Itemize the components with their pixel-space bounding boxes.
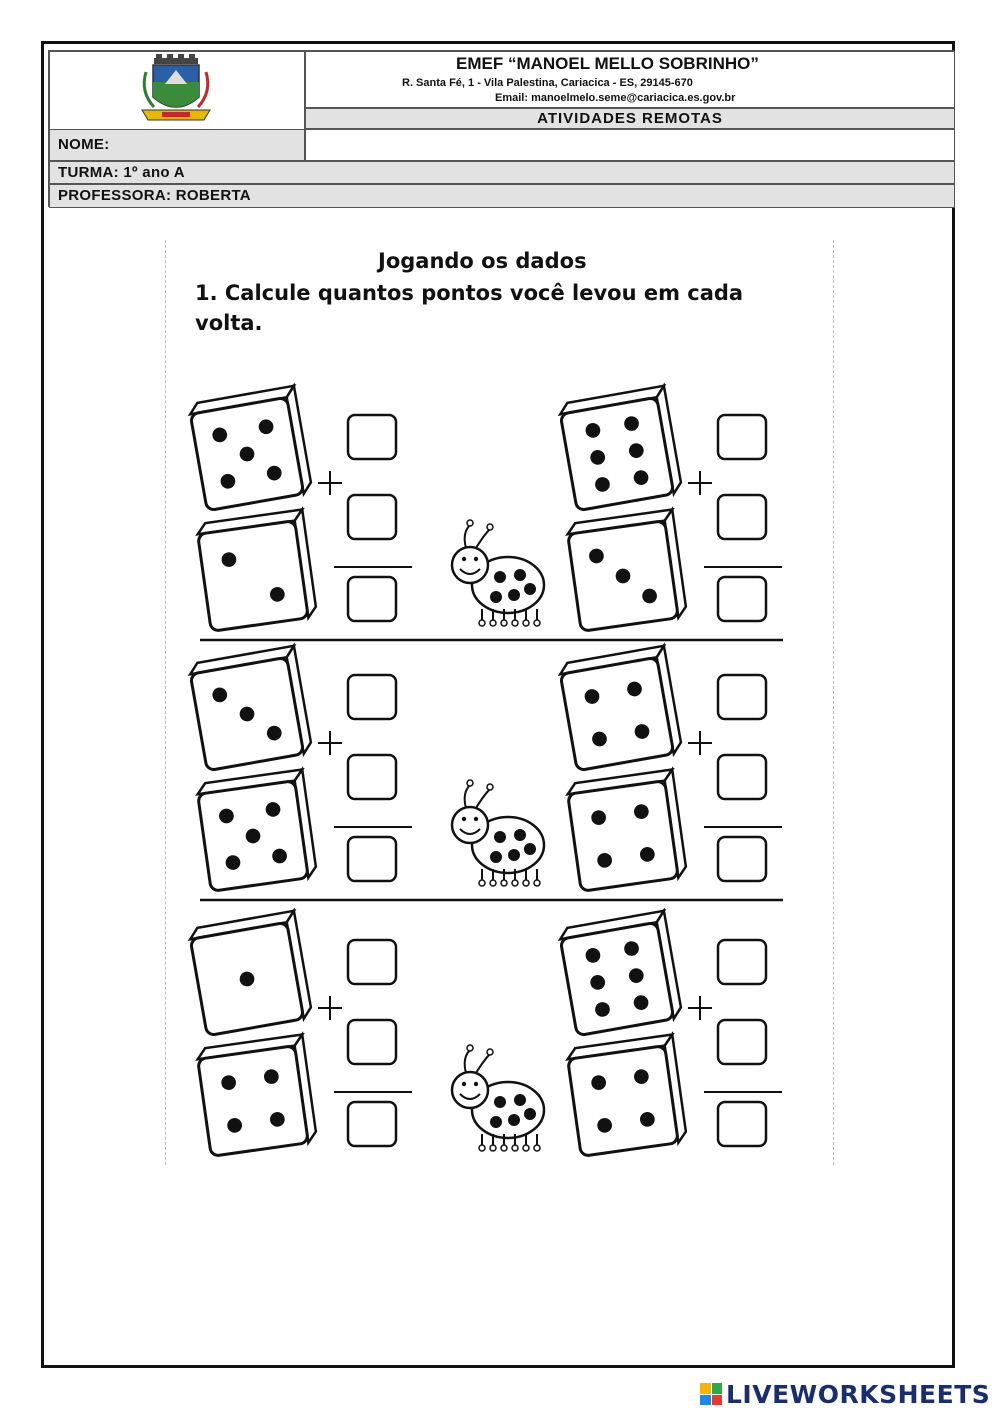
ladybug-foot <box>501 1145 507 1151</box>
ladybug-antenna <box>476 529 490 548</box>
round1-left-answer-box-second[interactable] <box>348 495 396 539</box>
round2-right-bottom-die <box>566 770 687 892</box>
ladybug-illustration <box>452 1045 544 1151</box>
ladybug-eye <box>462 557 466 561</box>
ladybug-foot <box>534 1145 540 1151</box>
class-label: TURMA: 1º ano A <box>58 164 185 181</box>
round1-right-bottom-die <box>566 510 687 632</box>
die-front-face <box>560 922 674 1036</box>
round2-left-answer-box-second[interactable] <box>348 755 396 799</box>
round3-right-bottom-die <box>566 1035 687 1157</box>
liveworksheets-icon <box>700 1383 722 1405</box>
die-front-face <box>198 521 309 632</box>
round1-right-top-die <box>558 386 682 511</box>
ladybug-head <box>452 1072 488 1108</box>
die-front-face <box>560 657 674 771</box>
round3-right-answer-box-first[interactable] <box>718 940 766 984</box>
round3-left-bottom-die <box>196 1035 317 1157</box>
ladybug-foot <box>534 880 540 886</box>
worksheet-title: Jogando os dados <box>378 249 587 273</box>
round1-left-top-die <box>188 386 312 511</box>
ladybug-spot <box>508 589 520 601</box>
ladybug-antenna-tip <box>487 784 493 790</box>
ladybug-antenna-tip <box>467 1045 473 1051</box>
ladybug-head <box>452 807 488 843</box>
ladybug-eye <box>474 817 478 821</box>
round1-left-bottom-die <box>196 510 317 632</box>
ladybug-spot <box>494 571 506 583</box>
round2-left-answer-box-first[interactable] <box>348 675 396 719</box>
ladybug-foot <box>512 880 518 886</box>
ladybug-spot <box>514 569 526 581</box>
die-front-face <box>568 781 679 892</box>
ladybug-antenna <box>465 1050 470 1073</box>
ladybug-spot <box>524 583 536 595</box>
ladybug-antenna-tip <box>487 524 493 530</box>
teacher-label: PROFESSORA: ROBERTA <box>58 187 251 204</box>
round1-right-answer-box-second[interactable] <box>718 495 766 539</box>
round3-right-top-die <box>558 911 682 1036</box>
ladybug-foot <box>479 620 485 626</box>
ladybug-foot <box>501 620 507 626</box>
ladybug-foot <box>490 1145 496 1151</box>
die-front-face <box>560 397 674 511</box>
ladybug-antenna <box>476 789 490 808</box>
activity-type: ATIVIDADES REMOTAS <box>537 110 723 127</box>
round1-right-answer-box-result[interactable] <box>718 577 766 621</box>
ladybug-eye <box>474 1082 478 1086</box>
school-name: EMEF “MANOEL MELLO SOBRINHO” <box>456 54 759 73</box>
round2-left-answer-box-result[interactable] <box>348 837 396 881</box>
round3-left-answer-box-second[interactable] <box>348 1020 396 1064</box>
die-front-face <box>568 1046 679 1157</box>
ladybug-foot <box>523 1145 529 1151</box>
ladybug-antenna <box>465 525 470 548</box>
ladybug-spot <box>524 843 536 855</box>
ladybug-spot <box>494 1096 506 1108</box>
ladybug-foot <box>523 620 529 626</box>
ladybug-antenna <box>476 1054 490 1073</box>
ladybug-foot <box>534 620 540 626</box>
round2-left-top-die <box>188 646 312 771</box>
question-text: 1. Calcule quantos pontos você levou em cada volta. <box>195 281 744 335</box>
ladybug-spot <box>508 849 520 861</box>
round2-left-bottom-die <box>196 770 317 892</box>
round1-left-answer-box-first[interactable] <box>348 415 396 459</box>
round3-right-answer-box-second[interactable] <box>718 1020 766 1064</box>
ladybug-antenna-tip <box>467 520 473 526</box>
ladybug-illustration <box>452 520 544 626</box>
round3-left-answer-box-result[interactable] <box>348 1102 396 1146</box>
ladybug-spot <box>490 591 502 603</box>
round3-right-answer-box-result[interactable] <box>718 1102 766 1146</box>
ladybug-foot <box>479 1145 485 1151</box>
ladybug-foot <box>501 880 507 886</box>
school-email: Email: manoelmelo.seme@cariacica.es.gov.br <box>495 92 736 104</box>
ladybug-antenna-tip <box>467 780 473 786</box>
ladybug-spot <box>508 1114 520 1126</box>
liveworksheets-brand: LIVEWORKSHEETS <box>726 1379 991 1409</box>
ladybug-foot <box>512 1145 518 1151</box>
ladybug-spot <box>514 829 526 841</box>
ladybug-antenna-tip <box>487 1049 493 1055</box>
ladybug-eye <box>462 817 466 821</box>
round2-right-answer-box-result[interactable] <box>718 837 766 881</box>
ladybug-eye <box>474 557 478 561</box>
round2-right-answer-box-first[interactable] <box>718 675 766 719</box>
round1-right-answer-box-first[interactable] <box>718 415 766 459</box>
round3-left-answer-box-first[interactable] <box>348 940 396 984</box>
ladybug-spot <box>494 831 506 843</box>
name-label: NOME: <box>58 136 110 153</box>
ladybug-foot <box>512 620 518 626</box>
die-front-face <box>198 1046 309 1157</box>
ladybug-eye <box>462 1082 466 1086</box>
ladybug-spot <box>524 1108 536 1120</box>
ladybug-foot <box>523 880 529 886</box>
ladybug-spot <box>490 851 502 863</box>
round1-left-answer-box-result[interactable] <box>348 577 396 621</box>
ladybug-spot <box>514 1094 526 1106</box>
ladybug-head <box>452 547 488 583</box>
ladybug-foot <box>479 880 485 886</box>
round2-right-answer-box-second[interactable] <box>718 755 766 799</box>
ladybug-foot <box>490 620 496 626</box>
ladybug-antenna <box>465 785 470 808</box>
school-address: R. Santa Fé, 1 - Vila Palestina, Cariacica - ES, 29145-670 <box>402 77 693 89</box>
ladybug-spot <box>490 1116 502 1128</box>
round2-right-top-die <box>558 646 682 771</box>
ladybug-foot <box>490 880 496 886</box>
round3-left-top-die <box>188 911 312 1036</box>
ladybug-illustration <box>452 780 544 886</box>
liveworksheets-logo <box>700 1380 990 1408</box>
